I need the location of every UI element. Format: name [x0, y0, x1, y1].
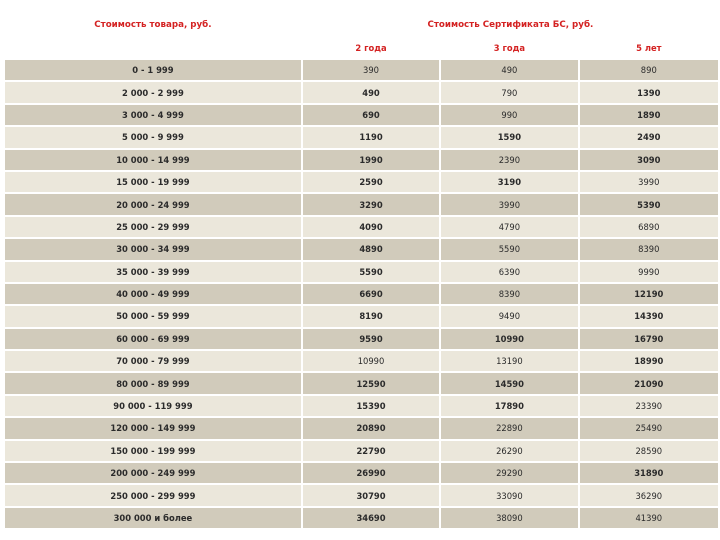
table-row: [5, 463, 718, 483]
certificate-price-cell: 29290: [441, 463, 577, 483]
price-range-cell: 40 000 - 49 999: [5, 284, 301, 304]
table-row: [5, 172, 718, 192]
table-row: [5, 127, 718, 147]
table-row: [5, 284, 718, 304]
certificate-price-cell: 1890: [580, 105, 718, 125]
certificate-price-cell: 41390: [580, 508, 718, 528]
table-row: [5, 306, 718, 326]
table-row: [5, 373, 718, 393]
period-header-5-years: 5 лет: [580, 38, 718, 58]
certificate-price-cell: 990: [441, 105, 577, 125]
certificate-price-cell: 22890: [441, 418, 577, 438]
table-row: [5, 351, 718, 371]
certificate-price-cell: 4090: [303, 217, 439, 237]
certificate-price-cell: 1390: [580, 82, 718, 102]
certificate-price-cell: 890: [580, 60, 718, 80]
certificate-price-cell: 15390: [303, 396, 439, 416]
table-row: [5, 396, 718, 416]
table-row: [5, 150, 718, 170]
price-range-cell: 70 000 - 79 999: [5, 351, 301, 371]
certificate-price-cell: 2590: [303, 172, 439, 192]
certificate-price-cell: 1990: [303, 150, 439, 170]
certificate-price-cell: 36290: [580, 485, 718, 505]
price-range-cell: 50 000 - 59 999: [5, 306, 301, 326]
price-range-cell: 250 000 - 299 999: [5, 485, 301, 505]
table-row: [5, 217, 718, 237]
certificate-price-cell: 3090: [580, 150, 718, 170]
table-row: [5, 262, 718, 282]
certificate-price-cell: 26290: [441, 441, 577, 461]
table-row: [5, 82, 718, 102]
certificate-price-cell: 20890: [303, 418, 439, 438]
certificate-price-cell: 14390: [580, 306, 718, 326]
certificate-price-cell: 1190: [303, 127, 439, 147]
certificate-price-cell: 790: [441, 82, 577, 102]
certificate-price-cell: 31890: [580, 463, 718, 483]
price-range-cell: 150 000 - 199 999: [5, 441, 301, 461]
certificate-price-cell: 4890: [303, 239, 439, 259]
table-row: [5, 329, 718, 349]
price-range-cell: 300 000 и более: [5, 508, 301, 528]
table-row: [5, 418, 718, 438]
price-column-header: Стоимость товара, руб.: [5, 14, 301, 36]
price-range-cell: 10 000 - 14 999: [5, 150, 301, 170]
certificate-column-header: Стоимость Сертификата БС, руб.: [303, 14, 718, 36]
certificate-price-cell: 5390: [580, 194, 718, 214]
certificate-price-cell: 9990: [580, 262, 718, 282]
certificate-price-cell: 14590: [441, 373, 577, 393]
price-range-cell: 90 000 - 119 999: [5, 396, 301, 416]
certificate-price-cell: 12190: [580, 284, 718, 304]
price-range-cell: 60 000 - 69 999: [5, 329, 301, 349]
certificate-price-cell: 25490: [580, 418, 718, 438]
empty-header-cell: [5, 38, 301, 58]
certificate-price-cell: 30790: [303, 485, 439, 505]
certificate-price-cell: 33090: [441, 485, 577, 505]
certificate-price-cell: 4790: [441, 217, 577, 237]
certificate-price-cell: 10990: [441, 329, 577, 349]
table-row: [5, 105, 718, 125]
certificate-price-cell: 6690: [303, 284, 439, 304]
certificate-price-cell: 8390: [441, 284, 577, 304]
certificate-price-cell: 3990: [580, 172, 718, 192]
price-range-cell: 35 000 - 39 999: [5, 262, 301, 282]
certificate-price-cell: 490: [441, 60, 577, 80]
certificate-price-cell: 6890: [580, 217, 718, 237]
certificate-price-cell: 13190: [441, 351, 577, 371]
certificate-price-cell: 18990: [580, 351, 718, 371]
price-range-cell: 2 000 - 2 999: [5, 82, 301, 102]
price-range-cell: 15 000 - 19 999: [5, 172, 301, 192]
price-range-cell: 25 000 - 29 999: [5, 217, 301, 237]
certificate-price-cell: 28590: [580, 441, 718, 461]
certificate-price-cell: 5590: [303, 262, 439, 282]
price-range-cell: 5 000 - 9 999: [5, 127, 301, 147]
table-row: [5, 485, 718, 505]
price-range-cell: 0 - 1 999: [5, 60, 301, 80]
table-row: [5, 508, 718, 528]
certificate-price-cell: 22790: [303, 441, 439, 461]
certificate-price-cell: 9590: [303, 329, 439, 349]
certificate-price-cell: 8390: [580, 239, 718, 259]
certificate-price-cell: 6390: [441, 262, 577, 282]
certificate-price-cell: 690: [303, 105, 439, 125]
certificate-price-cell: 1590: [441, 127, 577, 147]
period-header-2-years: 2 года: [303, 38, 439, 58]
certificate-price-cell: 2490: [580, 127, 718, 147]
header-row-2: [5, 38, 718, 58]
certificate-price-cell: 34690: [303, 508, 439, 528]
price-range-cell: 3 000 - 4 999: [5, 105, 301, 125]
certificate-price-cell: 390: [303, 60, 439, 80]
price-range-cell: 20 000 - 24 999: [5, 194, 301, 214]
price-range-cell: 30 000 - 34 999: [5, 239, 301, 259]
price-range-cell: 80 000 - 89 999: [5, 373, 301, 393]
period-header-3-years: 3 года: [441, 38, 577, 58]
certificate-price-cell: 17890: [441, 396, 577, 416]
certificate-price-cell: 2390: [441, 150, 577, 170]
certificate-price-cell: 3990: [441, 194, 577, 214]
certificate-price-cell: 23390: [580, 396, 718, 416]
certificate-price-cell: 8190: [303, 306, 439, 326]
certificate-price-cell: 21090: [580, 373, 718, 393]
table-row: [5, 441, 718, 461]
price-range-cell: 120 000 - 149 999: [5, 418, 301, 438]
header-row-1: [5, 14, 718, 36]
price-range-cell: 200 000 - 249 999: [5, 463, 301, 483]
certificate-price-cell: 9490: [441, 306, 577, 326]
table-row: [5, 60, 718, 80]
certificate-price-cell: 10990: [303, 351, 439, 371]
table-row: [5, 239, 718, 259]
certificate-price-cell: 3290: [303, 194, 439, 214]
price-table-sheet: [3, 12, 720, 528]
certificate-price-cell: 3190: [441, 172, 577, 192]
certificate-price-cell: 16790: [580, 329, 718, 349]
certificate-price-cell: 38090: [441, 508, 577, 528]
certificate-price-cell: 5590: [441, 239, 577, 259]
certificate-price-table: [3, 12, 720, 530]
table-row: [5, 194, 718, 214]
certificate-price-cell: 490: [303, 82, 439, 102]
certificate-price-cell: 26990: [303, 463, 439, 483]
certificate-price-cell: 12590: [303, 373, 439, 393]
